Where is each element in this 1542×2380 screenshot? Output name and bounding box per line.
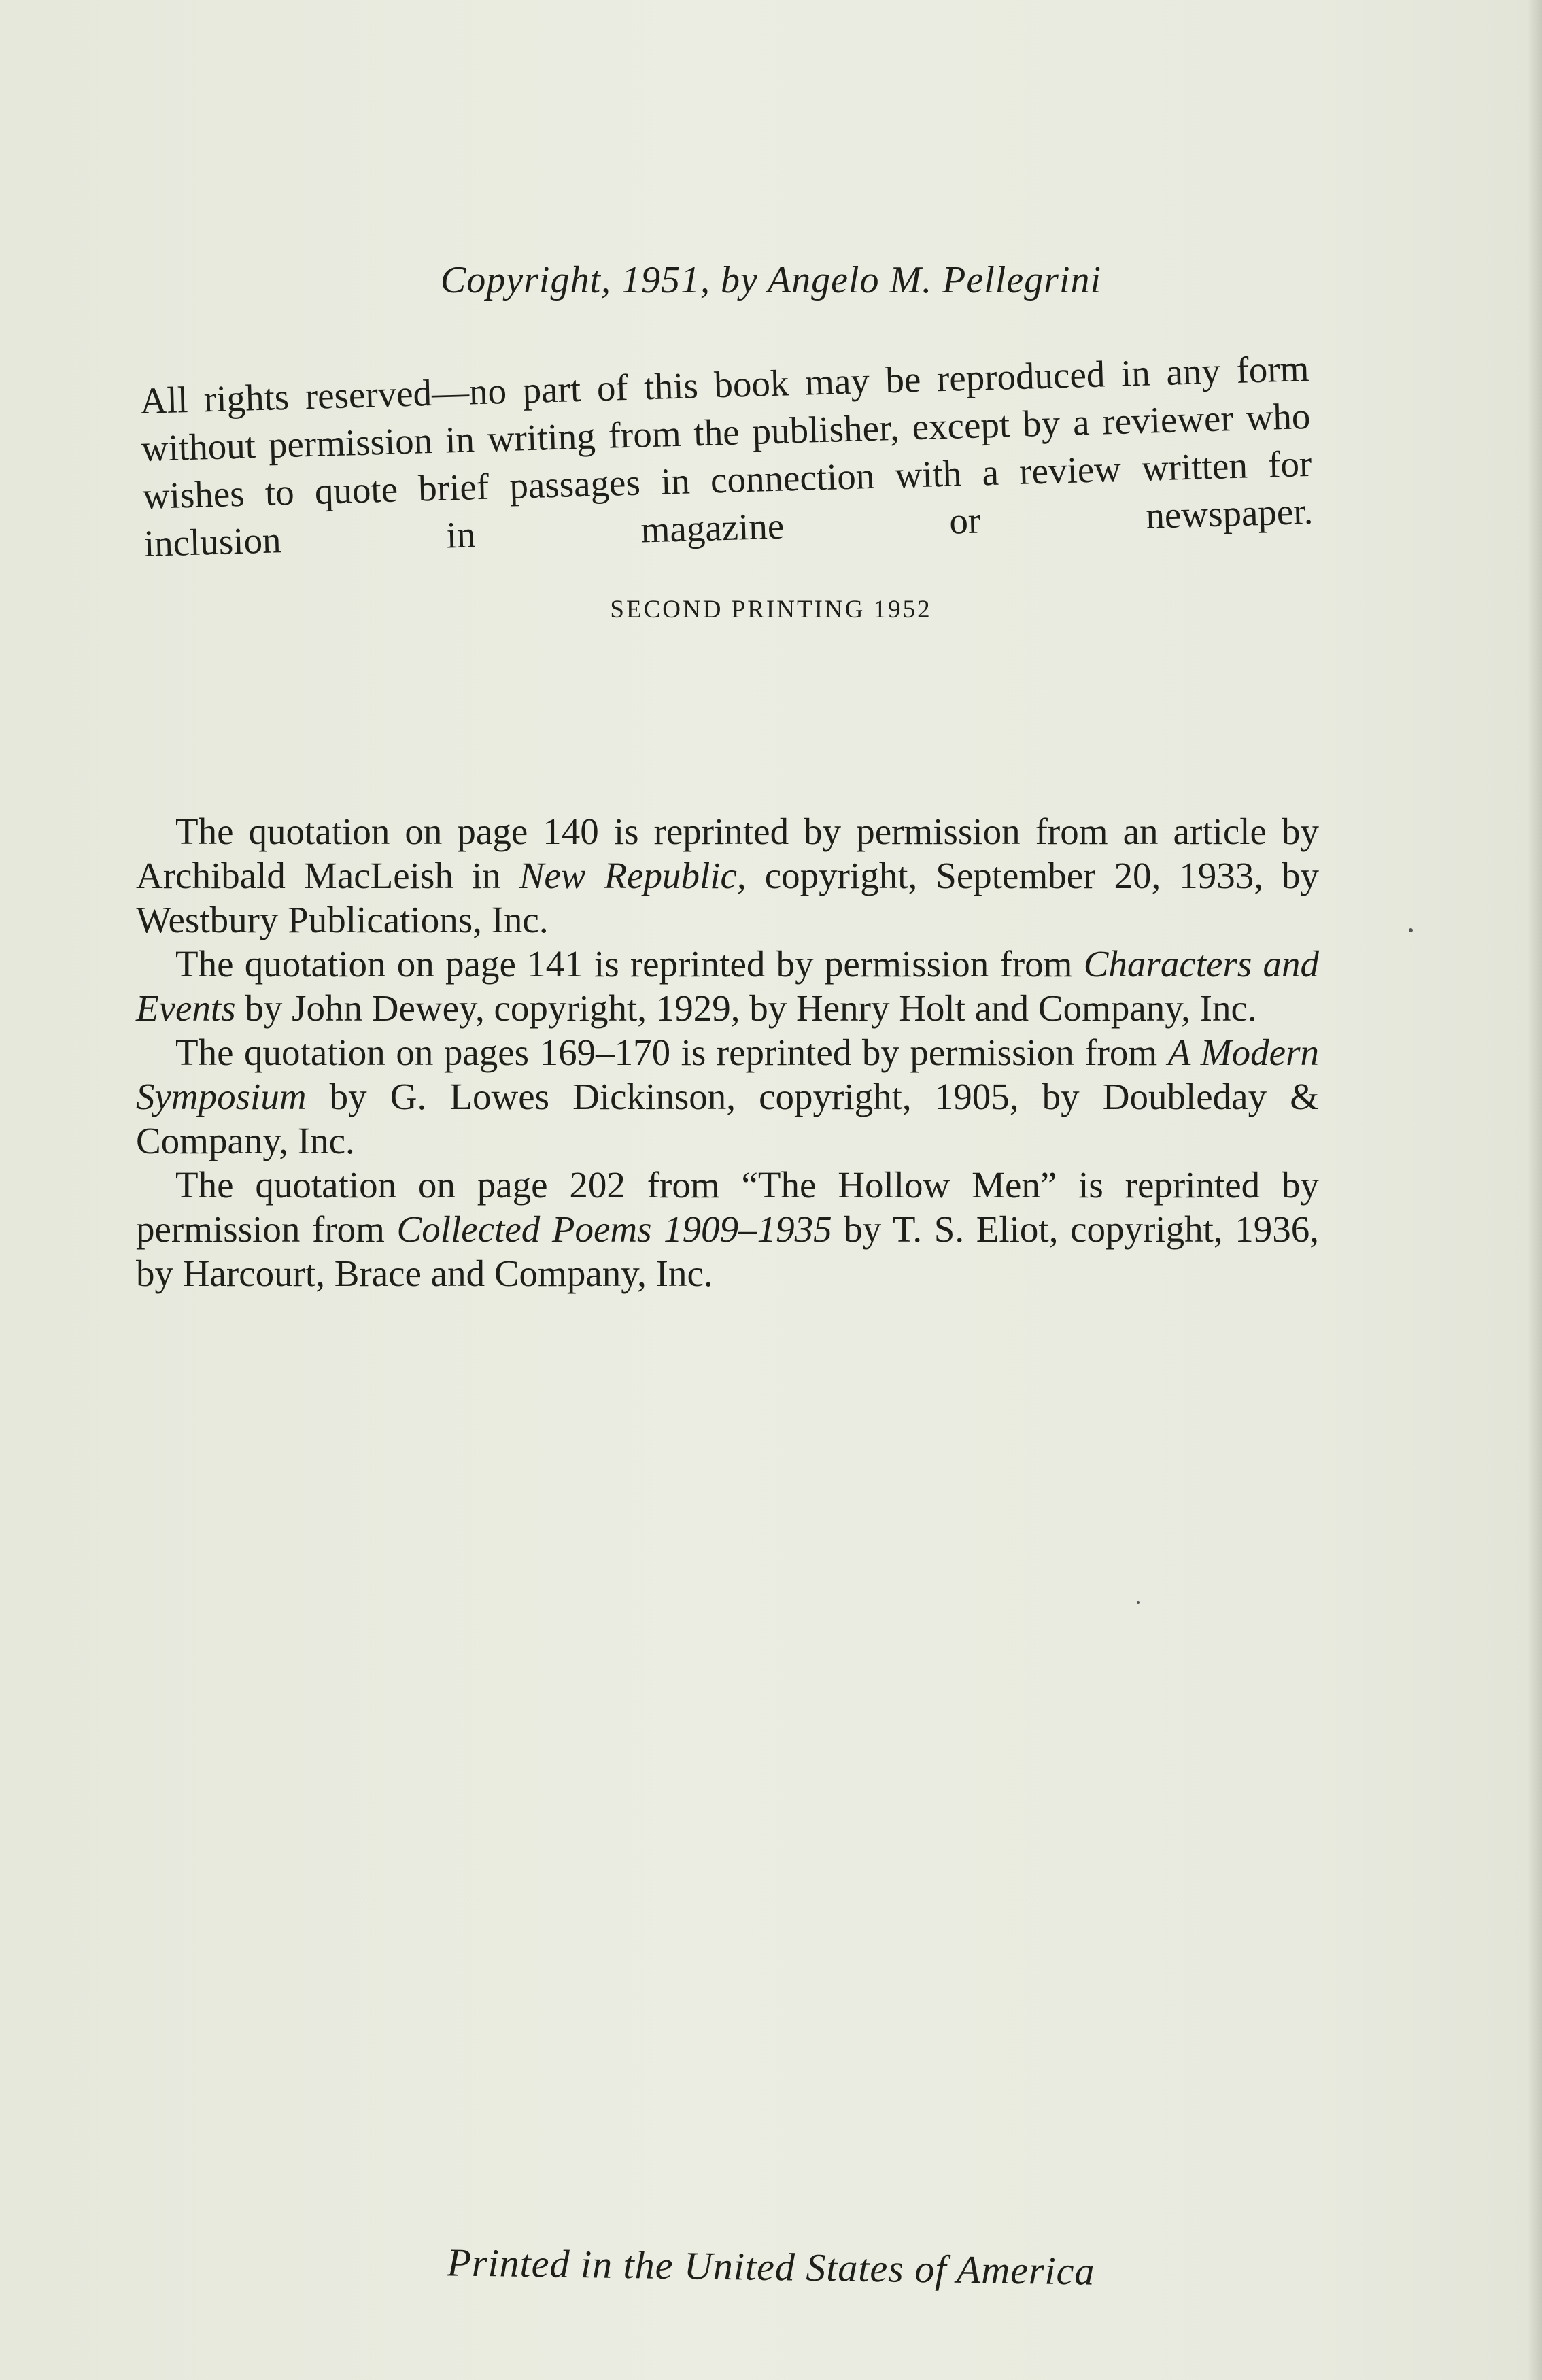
rights-reserved-statement: All rights reserved—no part of this book may be reproduced in any form without permission in writing from the publisher, except by a reviewer who wishes to quote brief passages in connection with a review written for inclusion in magazine or newspaper. — [139, 347, 1314, 564]
printed-in-notice: Printed in the United States of America — [447, 2240, 1095, 2294]
quotation-permission-2: The quotation on page 141 is reprinted by permission from Characters and Events by John Dewey, copyright, 1929, by Henry Holt and Company, Inc. — [136, 943, 1319, 1029]
source-title: Collected Poems 1909–1935 — [396, 1208, 832, 1250]
paper-speck — [1137, 1601, 1140, 1604]
quotation-permission-1: The quotation on page 140 is reprinted by permission from an article by Archibald MacLeish in New Republic, copyright, September 20, 1933, by Westbury Publications, Inc. — [136, 811, 1319, 940]
source-title: Characters and Events — [136, 943, 1319, 1029]
page-edge-shadow — [1527, 0, 1542, 2380]
copyright-notice: Copyright, 1951, by Angelo M. Pellegrini — [440, 259, 1102, 301]
printing-edition: SECOND PRINTING 1952 — [610, 596, 932, 624]
source-title: New Republic, — [519, 855, 747, 896]
quotation-permission-4: The quotation on page 202 from “The Hollow Men” is reprinted by permission from Collected Poems 1909–1935 by T. S. Eliot, copyright, 1936, by Harcourt, Brace and Company, Inc. — [136, 1164, 1319, 1294]
paper-speck — [1409, 928, 1413, 932]
quotation-permission-3: The quotation on pages 169–170 is reprinted by permission from A Modern Symposium by G. Lowes Dickinson, copyright, 1905, by Doubleday & Company, Inc. — [136, 1032, 1319, 1161]
quotation-permissions — [136, 809, 1319, 1295]
source-title: A Modern Symposium — [136, 1032, 1319, 1117]
